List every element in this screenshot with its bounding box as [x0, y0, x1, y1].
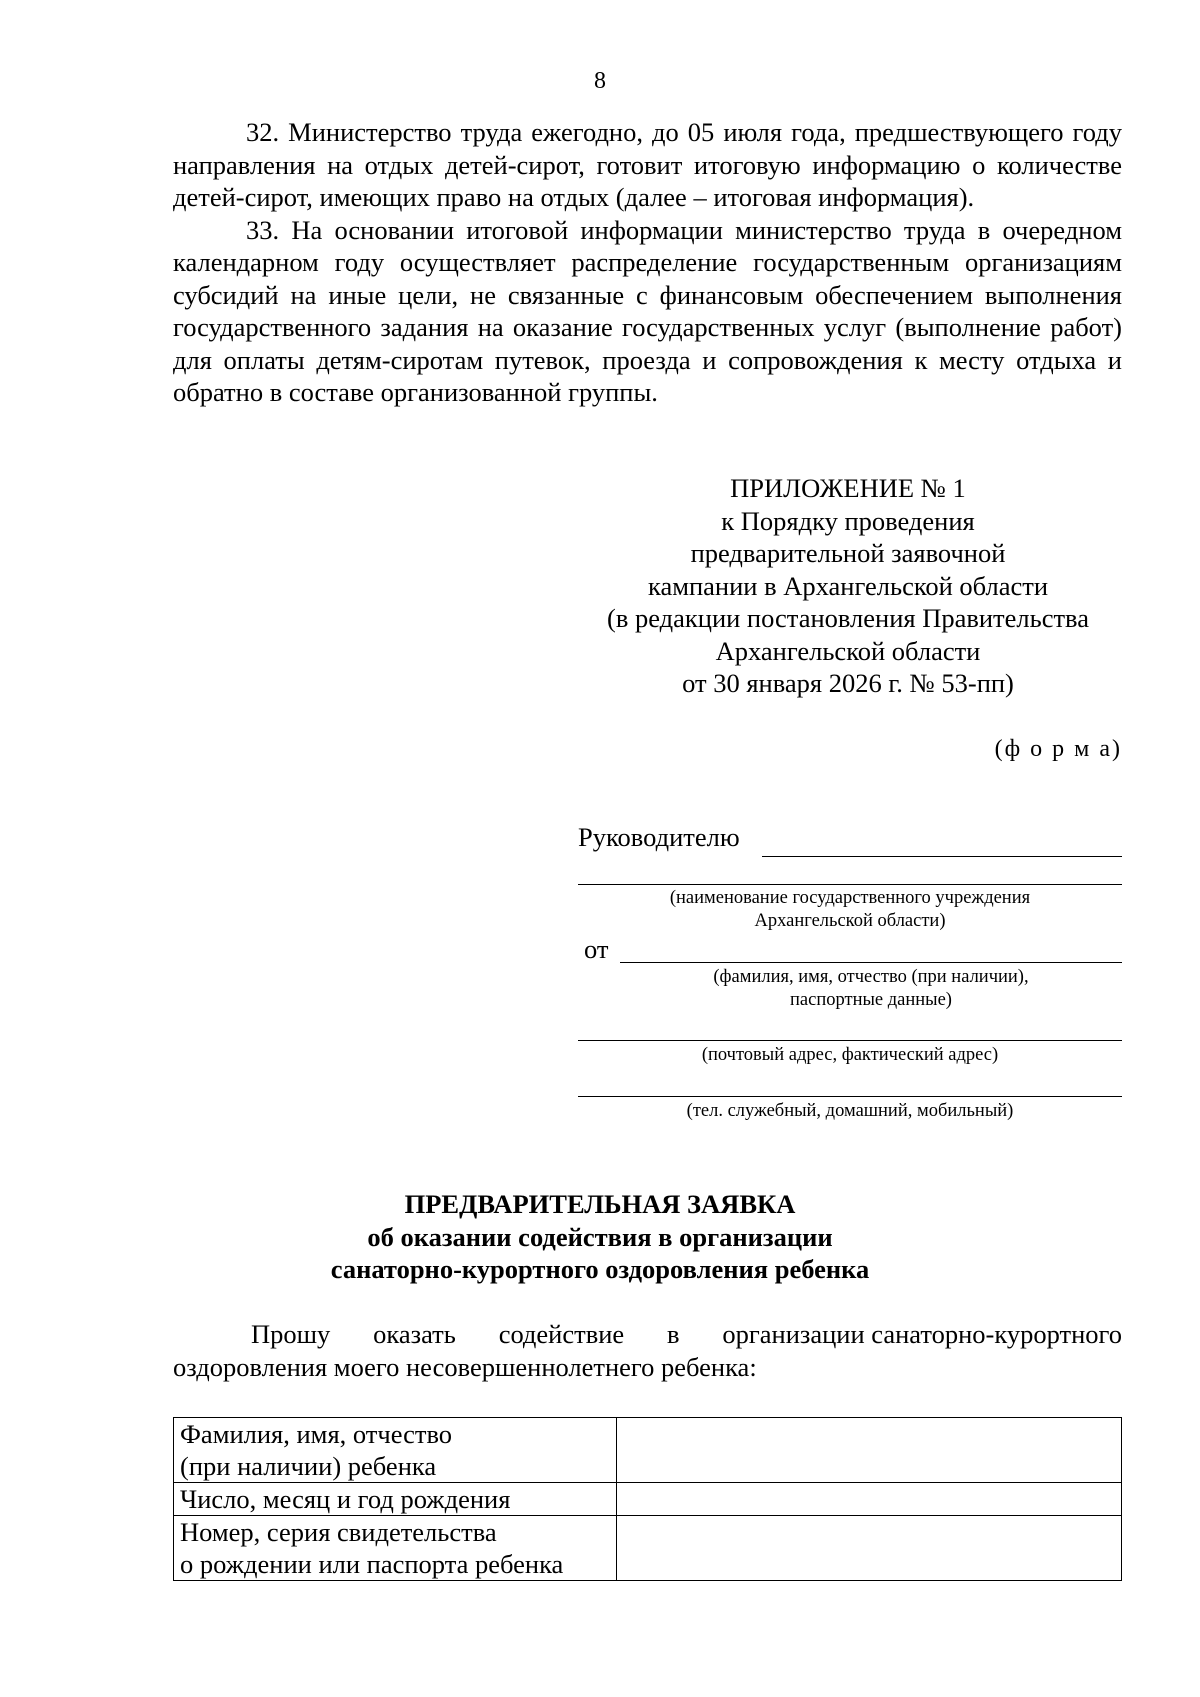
paragraph-33: 33. На основании итоговой информации министерство труда в очередном календарном году осуществляет распределение государственным организациям субсидий на иные цели, не связанные с финансовым обеспечением выполнения государственного задания на оказание государственных услуг (выполнение работ) для оплаты детям-сиротам путевок, проезда и сопровождения к месту отдыха и обратно в составе организованной группы.: [173, 214, 1122, 407]
row-label: [174, 1516, 617, 1581]
child-info-table: [173, 1417, 1122, 1581]
page-number: 8: [594, 68, 606, 94]
table-row: [174, 1516, 1122, 1581]
paragraph-32: 32. Министерство труда ежегодно, до 05 июля года, предшествующего году направления на отдых детей-сирот, готовит итоговую информацию о количестве детей-сирот, имеющих право на отдых (далее – итоговая информация).: [173, 117, 1122, 212]
appendix-header: [578, 472, 1118, 700]
appendix-line: (в редакции постановления Правительства: [607, 603, 1089, 633]
from-label: от: [584, 934, 609, 964]
title-line: санаторно-курортного оздоровления ребенка: [330, 1254, 870, 1284]
to-label: Руководителю: [578, 822, 740, 852]
document-number-field[interactable]: [617, 1516, 1122, 1581]
row-label-line: (при наличии) ребенка: [180, 1451, 437, 1481]
birth-date-field[interactable]: [617, 1483, 1122, 1516]
appendix-line: Архангельской области: [715, 635, 981, 666]
institution-line[interactable]: [578, 884, 1122, 885]
director-name-line[interactable]: [762, 856, 1122, 857]
applicant-caption: [620, 966, 1122, 1012]
phone-caption: (тел. служебный, домашний, мобильный): [686, 1101, 1014, 1121]
row-label-line: о рождении или паспорта ребенка: [180, 1549, 564, 1579]
appendix-line: от 30 января 2026 г. № 53-пп): [682, 668, 1014, 698]
request-word: в: [667, 1319, 680, 1349]
applicant-name-line[interactable]: [620, 962, 1122, 963]
table-row: [174, 1418, 1122, 1483]
request-line-2: оздоровления моего несовершеннолетнего ребенка:: [173, 1351, 757, 1382]
child-full-name-field[interactable]: [617, 1418, 1122, 1483]
request-word: организации санаторно-курортного: [722, 1319, 1122, 1349]
institution-caption: [578, 887, 1122, 933]
request-word: оказать: [373, 1319, 456, 1349]
caption-line: Архангельской области): [754, 911, 946, 931]
row-label-line: Число, месяц и год рождения: [180, 1484, 511, 1514]
phone-line[interactable]: [578, 1096, 1122, 1097]
appendix-line: к Порядку проведения: [721, 505, 975, 536]
address-line[interactable]: [578, 1040, 1122, 1041]
request-line-1: [173, 1318, 1122, 1351]
row-label: [174, 1483, 617, 1516]
address-caption: (почтовый адрес, фактический адрес): [701, 1045, 999, 1065]
document-title: [0, 1188, 1200, 1286]
request-text: [173, 1318, 1122, 1383]
row-label: [174, 1418, 617, 1483]
table-row: [174, 1483, 1122, 1516]
caption-line: (фамилия, имя, отчество (при наличии),: [713, 967, 1029, 987]
title-line: ПРЕДВАРИТЕЛЬНАЯ ЗАЯВКА: [404, 1189, 796, 1219]
appendix-line: кампании в Архангельской области: [647, 570, 1048, 601]
form-mark: (ф о р м а): [994, 736, 1122, 762]
request-word: Прошу: [251, 1319, 331, 1349]
caption-line: паспортные данные): [790, 990, 952, 1010]
body-text: [173, 116, 1122, 409]
row-label-line: Номер, серия свидетельства: [180, 1517, 497, 1547]
caption-line: (наименование государственного учреждения: [669, 888, 1031, 908]
appendix-line: предварительной заявочной: [690, 538, 1006, 568]
appendix-line: ПРИЛОЖЕНИЕ № 1: [730, 473, 966, 503]
title-line: об оказании содействия в организации: [367, 1221, 833, 1252]
request-word: содействие: [498, 1319, 625, 1349]
row-label-line: Фамилия, имя, отчество: [180, 1419, 453, 1449]
